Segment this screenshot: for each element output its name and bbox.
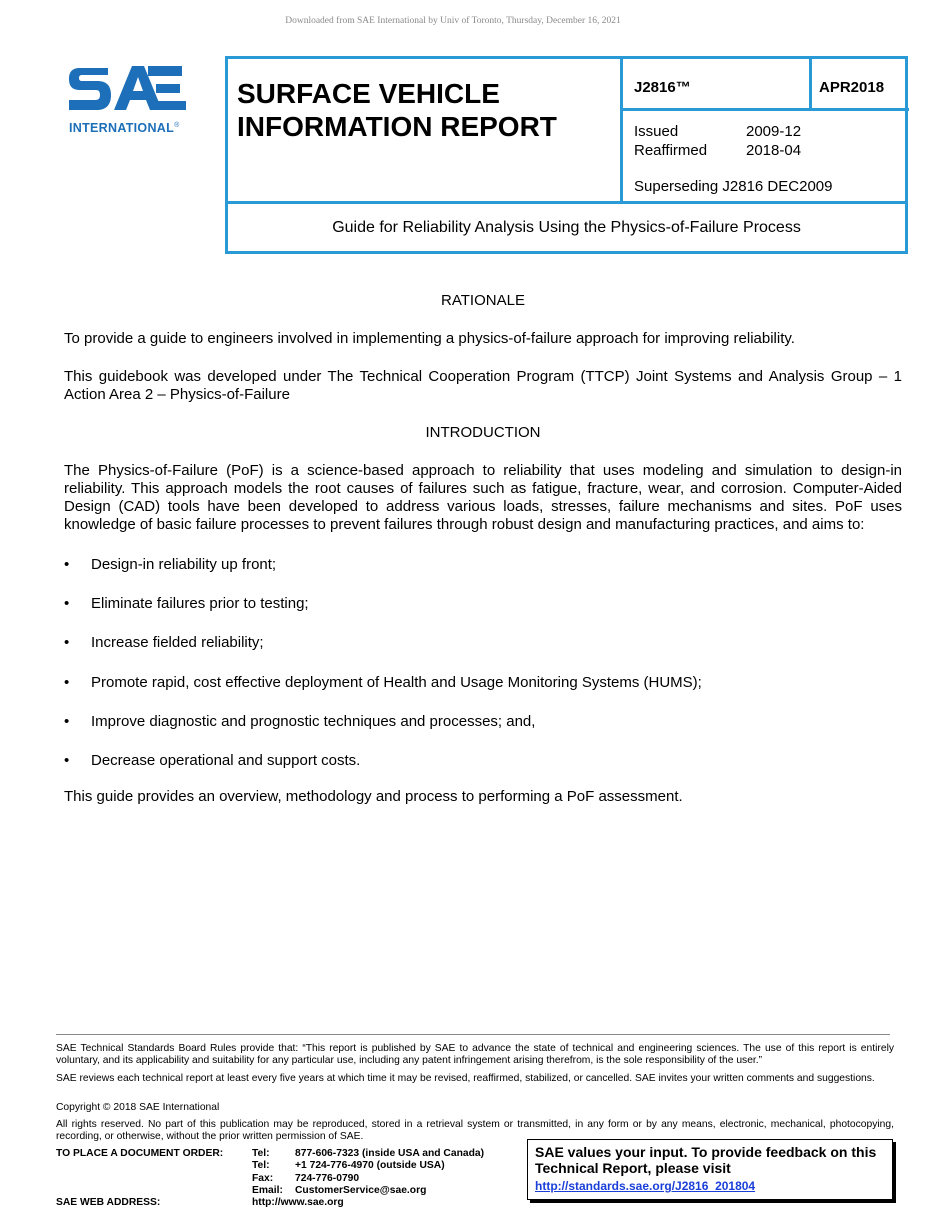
aims-list (64, 556, 902, 788)
contact-row: Tel: +1 724-776-4970 (outside USA) (252, 1160, 445, 1172)
document-body (64, 292, 902, 806)
document-number: J2816™ (634, 79, 691, 96)
copyright-notice: Copyright © 2018 SAE International (56, 1102, 220, 1113)
document-title: Guide for Reliability Analysis Using the Physics-of-Failure Process (332, 219, 801, 236)
issue-labels: Issued Reaffirmed (634, 123, 708, 159)
document-date-code: APR2018 (819, 79, 885, 96)
bullet-icon: • (64, 595, 70, 613)
rationale-heading: RATIONALE (441, 292, 525, 309)
list-item: • Improve diagnostic and prognostic techniques and processes; and, (64, 712, 536, 730)
list-item: • Decrease operational and support costs. (64, 751, 361, 769)
contact-row: Email: CustomerService@sae.org (252, 1184, 427, 1196)
rationale-paragraph-1: To provide a guide to engineers involved in implementing a physics-of-failure approach for improving reliability. (64, 330, 795, 347)
contact-row: Fax: 724-776-0790 (252, 1172, 360, 1184)
rationale-paragraph-2: This guidebook was developed under The Technical Cooperation Program (TTCP) Joint Systems and Analysis Group – 1 Action Area 2 – Physics-of-Failure (64, 368, 902, 403)
sae-logo-mark (66, 58, 188, 118)
sae-international-wordmark: INTERNATIONAL® (69, 121, 180, 135)
list-item: • Design-in reliability up front; (64, 556, 277, 573)
feedback-text-line-1: SAE values your input. To provide feedback on this (535, 1144, 877, 1160)
bullet-icon: • (64, 751, 70, 769)
list-item: • Increase fielded reliability; (64, 634, 264, 652)
email-link[interactable]: CustomerService@sae.org (295, 1184, 427, 1196)
report-header-box (225, 56, 908, 254)
footer-divider (56, 1034, 890, 1035)
introduction-heading: INTRODUCTION (425, 424, 541, 441)
sae-letters (69, 66, 186, 110)
bullet-icon: • (64, 634, 70, 652)
list-item: • Promote rapid, cost effective deployment of Health and Usage Monitoring Systems (HUMS); (64, 673, 702, 691)
issue-values: 2009-12 2018-04 (746, 123, 802, 159)
feedback-text-line-2: Technical Report, please visit (535, 1160, 731, 1176)
superseding-note: Superseding J2816 DEC2009 (634, 178, 833, 195)
web-address[interactable]: http://www.sae.org (252, 1197, 344, 1209)
list-item: • Eliminate failures prior to testing; (64, 595, 309, 613)
standards-board-rules: SAE Technical Standards Board Rules provide that: “This report is published by SAE to advance the state of technical and engineering sciences. The use of this report is entirely voluntary, and its applicability and suitability for any particular use, including any patent infringement arising therefrom, is the sole responsibility of the user.” (56, 1043, 894, 1067)
download-note: Downloaded from SAE International by Univ of Toronto, Thursday, December 16, 2021 (285, 16, 621, 26)
rights-notice: All rights reserved. No part of this publication may be reproduced, stored in a retrieval system or transmitted, in any form or by any means, electronic, mechanical, photocopying, recording, or otherwise, without the prior written permission of SAE. (56, 1119, 894, 1143)
order-label: TO PLACE A DOCUMENT ORDER: (56, 1148, 224, 1159)
sae-logo (66, 58, 196, 138)
review-notice: SAE reviews each technical report at least every five years at which time it may be revised, reaffirmed, stabilized, or cancelled. SAE invites your written comments and suggestions. (56, 1073, 875, 1084)
bullet-icon: • (64, 673, 70, 691)
bullet-icon: • (64, 712, 70, 730)
web-address-label: SAE WEB ADDRESS: (56, 1197, 161, 1208)
bullet-icon: • (64, 556, 70, 573)
closing-paragraph: This guide provides an overview, methodology and process to performing a PoF assessment. (64, 787, 683, 805)
introduction-paragraph: The Physics-of-Failure (PoF) is a science-based approach to reliability that uses modeling and simulation to design-in reliability. This approach models the root causes of failures such as fatigue, fracture, wear, and corrosion. Computer-Aided Design (CAD) tools have been developed to address various loads, stresses, failure mechanisms and sites. PoF uses knowledge of basic failure processes to prevent failures through robust design and manufacturing practices, and aims to: (64, 462, 902, 533)
contact-details (252, 1148, 484, 1209)
feedback-link[interactable]: http://standards.sae.org/J2816_201804 (535, 1179, 756, 1193)
contact-row: Tel: 877-606-7323 (inside USA and Canada) (252, 1148, 485, 1159)
feedback-box (527, 1139, 893, 1200)
document-type: SURFACE VEHICLE INFORMATION REPORT (237, 78, 557, 142)
